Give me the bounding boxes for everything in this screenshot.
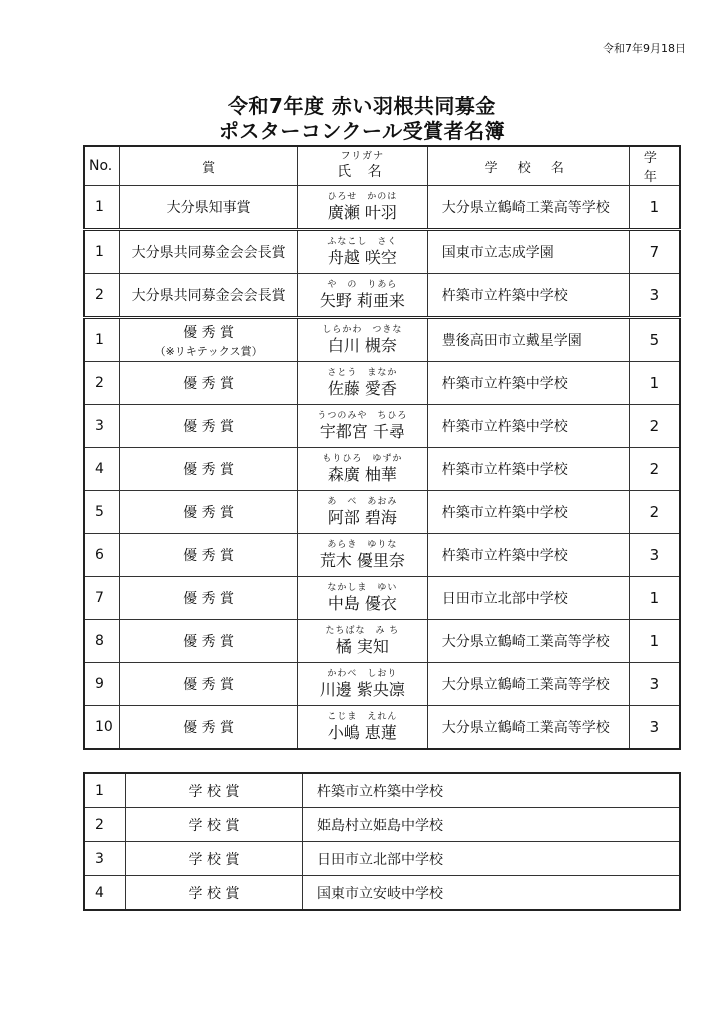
header-furigana: フリガナ	[340, 151, 385, 162]
row-no: 5	[84, 491, 120, 534]
award-cell	[120, 706, 298, 750]
award-name: 優 秀 賞	[183, 548, 235, 564]
grade: 2	[629, 448, 680, 491]
school-name: 杵築市立杵築中学校	[427, 491, 629, 534]
school-name: 杵築市立杵築中学校	[427, 362, 629, 405]
name-cell	[298, 663, 428, 706]
school-name: 豊後高田市立戴星学園	[427, 318, 629, 362]
row-no: 2	[84, 274, 120, 318]
award-name: 学 校 賞	[126, 842, 303, 876]
school-name: 大分県立鶴崎工業高等学校	[427, 186, 629, 230]
header-name: 氏 名	[337, 164, 388, 180]
name-furigana: ふなこし さく	[327, 236, 398, 247]
name-cell	[298, 620, 428, 663]
recipient-name: 森廣 柚華	[327, 464, 397, 484]
award-name: 優 秀 賞	[183, 634, 235, 650]
award-cell	[120, 534, 298, 577]
table-header-row	[84, 146, 680, 186]
grade: 3	[629, 274, 680, 318]
document-title: 令和7年度 赤い羽根共同募金	[228, 94, 496, 118]
name-cell	[298, 230, 428, 274]
grade: 3	[629, 663, 680, 706]
name-furigana: しらかわ つきな	[322, 324, 403, 335]
header-award: 賞	[120, 146, 298, 186]
name-furigana: うつのみや ちひろ	[317, 410, 408, 421]
award-name: 大分県共同募金会会長賞	[131, 245, 286, 261]
recipient-name: 中島 優衣	[327, 593, 397, 613]
recipient-name: 小嶋 恵蓮	[327, 722, 397, 742]
grade: 2	[629, 405, 680, 448]
school-name: 杵築市立杵築中学校	[303, 773, 681, 808]
grade: 1	[629, 362, 680, 405]
award-cell	[120, 230, 298, 274]
table-row	[84, 362, 680, 405]
award-cell	[120, 620, 298, 663]
table-row	[84, 318, 680, 362]
name-cell	[298, 448, 428, 491]
table-row	[84, 274, 680, 318]
table-row	[84, 230, 680, 274]
award-cell	[120, 186, 298, 230]
award-name: 大分県共同募金会会長賞	[131, 288, 286, 304]
grade: 1	[629, 186, 680, 230]
award-name: 優 秀 賞	[183, 324, 235, 341]
award-note: （※リキテックス賞）	[154, 344, 263, 358]
row-no: 2	[84, 808, 126, 842]
school-name: 杵築市立杵築中学校	[427, 448, 629, 491]
award-name: 優 秀 賞	[183, 376, 235, 392]
row-no: 9	[84, 663, 120, 706]
row-no: 4	[84, 448, 120, 491]
name-cell	[298, 362, 428, 405]
award-cell	[120, 577, 298, 620]
name-cell	[298, 186, 428, 230]
award-name: 優 秀 賞	[183, 677, 235, 693]
row-no: 1	[84, 773, 126, 808]
row-no: 1	[84, 230, 120, 274]
name-cell	[298, 405, 428, 448]
row-no: 3	[84, 405, 120, 448]
row-no: 1	[84, 318, 120, 362]
name-furigana: さとう まなか	[327, 367, 398, 378]
document-date: 令和7年9月18日	[603, 42, 686, 55]
school-name: 大分県立鶴崎工業高等学校	[427, 663, 629, 706]
row-no: 4	[84, 876, 126, 911]
recipient-name: 阿部 碧海	[327, 507, 397, 527]
name-furigana: や の りあら	[327, 279, 398, 290]
row-no: 1	[84, 186, 120, 230]
school-award-row	[84, 842, 680, 876]
grade: 7	[629, 230, 680, 274]
school-name: 日田市立北部中学校	[303, 842, 681, 876]
school-awards-table	[83, 772, 681, 911]
recipient-name: 廣瀬 叶羽	[327, 202, 397, 222]
name-cell	[298, 274, 428, 318]
table-row	[84, 186, 680, 230]
school-name: 大分県立鶴崎工業高等学校	[427, 706, 629, 750]
award-name: 学 校 賞	[126, 876, 303, 911]
award-cell	[120, 491, 298, 534]
recipient-name: 佐藤 愛香	[327, 378, 397, 398]
school-name: 杵築市立杵築中学校	[427, 534, 629, 577]
recipient-name: 橘 実知	[335, 636, 389, 656]
award-cell	[120, 362, 298, 405]
recipient-name: 荒木 優里奈	[319, 550, 405, 570]
table-row	[84, 577, 680, 620]
table-row	[84, 663, 680, 706]
award-name: 優 秀 賞	[183, 462, 235, 478]
header-name-cell	[298, 146, 428, 186]
grade: 5	[629, 318, 680, 362]
award-cell	[120, 663, 298, 706]
row-no: 7	[84, 577, 120, 620]
name-cell	[298, 318, 428, 362]
school-award-row	[84, 773, 680, 808]
recipient-name: 宇都宮 千尋	[319, 421, 405, 441]
award-name: 優 秀 賞	[183, 591, 235, 607]
row-no: 2	[84, 362, 120, 405]
name-furigana: こじま えれん	[327, 711, 398, 722]
name-furigana: あらき ゆりな	[327, 539, 398, 550]
recipient-name: 川邊 紫央凛	[319, 679, 405, 699]
header-grade: 学 年	[629, 146, 680, 186]
grade: 3	[629, 534, 680, 577]
table-row	[84, 491, 680, 534]
row-no: 6	[84, 534, 120, 577]
document-subtitle: ポスターコンクール受賞者名簿	[218, 119, 506, 143]
school-name: 国東市立志成学園	[427, 230, 629, 274]
header-no: No.	[84, 146, 120, 186]
table-row	[84, 534, 680, 577]
award-name: 優 秀 賞	[183, 419, 235, 435]
award-name: 大分県知事賞	[166, 200, 251, 216]
award-name: 優 秀 賞	[183, 720, 235, 736]
row-no: 10	[84, 706, 120, 750]
name-furigana: かわべ しおり	[327, 668, 398, 679]
school-name: 杵築市立杵築中学校	[427, 274, 629, 318]
school-award-row	[84, 876, 680, 911]
name-furigana: あ べ あおみ	[327, 496, 398, 507]
award-cell	[120, 274, 298, 318]
school-name: 大分県立鶴崎工業高等学校	[427, 620, 629, 663]
grade: 3	[629, 706, 680, 750]
school-name: 杵築市立杵築中学校	[427, 405, 629, 448]
recipient-name: 矢野 莉亜来	[319, 290, 405, 310]
award-name: 優 秀 賞	[183, 505, 235, 521]
name-cell	[298, 706, 428, 750]
name-furigana: なかしま ゆい	[327, 582, 398, 593]
name-cell	[298, 534, 428, 577]
award-cell	[120, 448, 298, 491]
table-row	[84, 448, 680, 491]
recipient-name: 舟越 咲空	[327, 247, 397, 267]
grade: 2	[629, 491, 680, 534]
school-name: 姫島村立姫島中学校	[303, 808, 681, 842]
award-cell	[120, 405, 298, 448]
award-name: 学 校 賞	[126, 808, 303, 842]
school-name: 日田市立北部中学校	[427, 577, 629, 620]
table-row	[84, 620, 680, 663]
recipient-name: 白川 槻奈	[327, 335, 397, 355]
table-row	[84, 405, 680, 448]
name-furigana: ひろせ かのは	[327, 191, 398, 202]
winners-table	[83, 145, 681, 750]
name-furigana: たちばな み ち	[325, 625, 400, 636]
award-name: 学 校 賞	[126, 773, 303, 808]
row-no: 8	[84, 620, 120, 663]
award-cell	[120, 318, 298, 362]
name-furigana: もりひろ ゆずか	[322, 453, 403, 464]
row-no: 3	[84, 842, 126, 876]
grade: 1	[629, 620, 680, 663]
header-school: 学 校 名	[427, 146, 629, 186]
table-row	[84, 706, 680, 750]
name-cell	[298, 577, 428, 620]
school-name: 国東市立安岐中学校	[303, 876, 681, 911]
name-cell	[298, 491, 428, 534]
grade: 1	[629, 577, 680, 620]
school-award-row	[84, 808, 680, 842]
